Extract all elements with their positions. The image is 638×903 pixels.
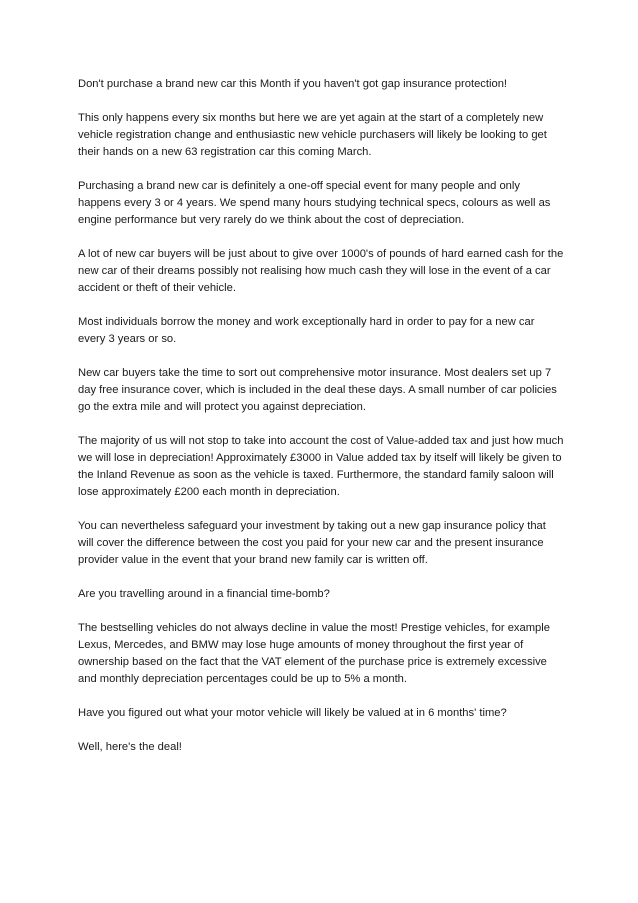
- paragraph-3: Purchasing a brand new car is definitely a one-off special event for many people and only happens every 3 or 4 years. We spend many hours studying technical specs, colours as well as engine performance but very rarely do we think about the cost of depreciation.: [78, 180, 551, 226]
- document-page: [78, 76, 564, 773]
- paragraph-7: The majority of us will not stop to take into account the cost of Value-added tax and just how much we will lose in depreciation! Approximately £3000 in Value added tax by itself will likely be given to the Inland Revenue as soon as the vehicle is taxed. Furthermore, the standard family saloon will lose approximately £200 each month in depreciation.: [78, 435, 564, 498]
- paragraph-4: A lot of new car buyers will be just about to give over 1000's of pounds of hard earned cash for the new car of their dreams possibly not realising how much cash they will lose in the event of a car accident or theft of their vehicle.: [78, 248, 564, 294]
- paragraph-12: Well, here's the deal!: [78, 741, 182, 753]
- paragraph-11: Have you figured out what your motor vehicle will likely be valued at in 6 months' time?: [78, 707, 507, 719]
- paragraph-5: Most individuals borrow the money and work exceptionally hard in order to pay for a new car every 3 years or so.: [78, 316, 535, 345]
- paragraph-6: New car buyers take the time to sort out comprehensive motor insurance. Most dealers set up 7 day free insurance cover, which is included in the deal these days. A small number of car policies go the extra mile and will protect you against depreciation.: [78, 367, 557, 413]
- paragraph-10: The bestselling vehicles do not always decline in value the most! Prestige vehicles, for example Lexus, Mercedes, and BMW may lose huge amounts of money throughout the first year of ownership based on the fact that the VAT element of the purchase price is extremely excessive and monthly depreciation percentages could be up to 5% a month.: [78, 622, 550, 685]
- paragraph-1: Don't purchase a brand new car this Month if you haven't got gap insurance protection!: [78, 78, 508, 90]
- paragraph-9: Are you travelling around in a financial time-bomb?: [78, 588, 330, 600]
- paragraph-2: This only happens every six months but here we are yet again at the start of a completely new vehicle registration change and enthusiastic new vehicle purchasers will likely be looking to get their hands on a new 63 registration car this coming March.: [78, 112, 547, 158]
- paragraph-8: You can nevertheless safeguard your investment by taking out a new gap insurance policy that will cover the difference between the cost you paid for your new car and the present insurance provider value in the event that your brand new family car is written off.: [78, 520, 546, 566]
